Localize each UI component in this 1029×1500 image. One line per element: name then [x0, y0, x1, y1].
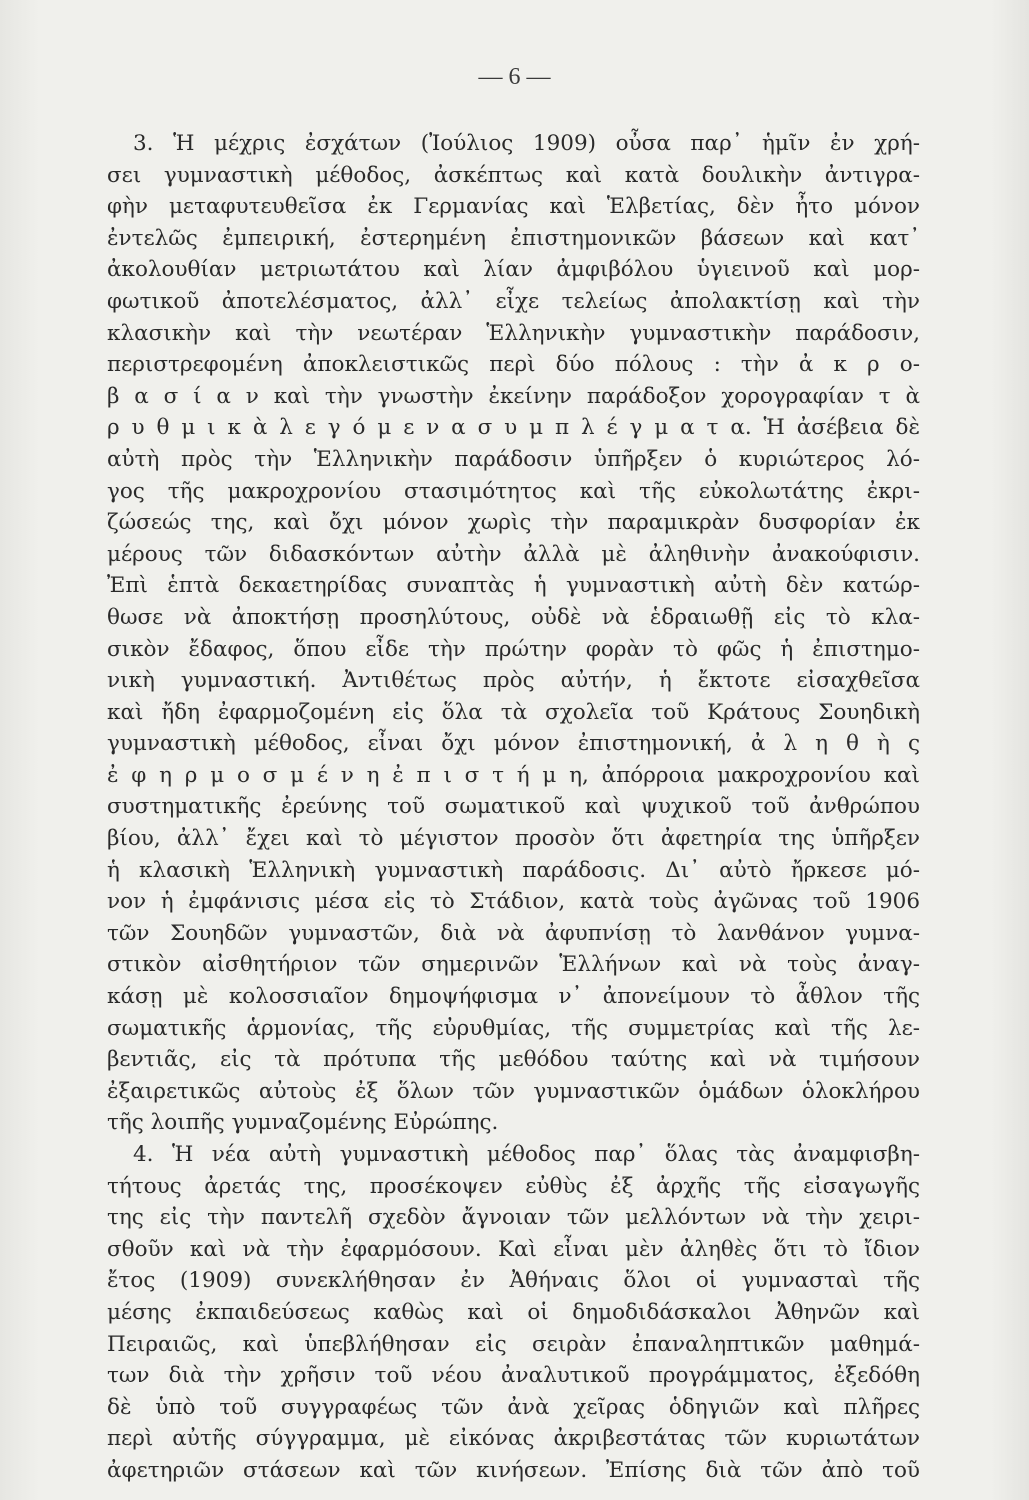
- text-line: στικὸν αἰσθητήριον τῶν σημερινῶν Ἑλλήνων καὶ νὰ τοὺς ἀναγ-: [107, 952, 920, 978]
- text-line: φὴν μεταφυτευθεῖσα ἐκ Γερμανίας καὶ Ἑλβετίας, δὲν ἦτο μόνον: [107, 194, 920, 220]
- text-line: σικὸν ἔδαφος, ὅπου εἶδε τὴν πρώτην φορὰν τὸ φῶς ἡ ἐπιστημο-: [107, 636, 920, 662]
- text-line: ἐντελῶς ἐμπειρική, ἐστερημένη ἐπιστημονικῶν βάσεων καὶ κατ᾽: [107, 225, 920, 251]
- text-line: ἔτος (1909) συνεκλήθησαν ἐν Ἀθήναις ὅλοι οἱ γυμνασταὶ τῆς: [107, 1268, 920, 1294]
- text-line: θωσε νὰ ἀποκτήσῃ προσηλύτους, οὐδὲ νὰ ἑδραιωθῇ εἰς τὸ κλα-: [107, 604, 920, 630]
- text-line: φωτικοῦ ἀποτελέσματος, ἀλλ᾽ εἶχε τελείως ἀπολακτίσῃ καὶ τὴν: [107, 288, 920, 314]
- text-line: νον ἡ ἐμφάνισις μέσα εἰς τὸ Στάδιον, κατὰ τοὺς ἀγῶνας τοῦ 1906: [107, 889, 920, 915]
- text-line: 3. Ἡ μέχρις ἐσχάτων (Ἰούλιος 1909) οὖσα παρ᾽ ἡμῖν ἐν χρή-: [133, 131, 920, 156]
- text-line: Ἐπὶ ἑπτὰ δεκαετηρίδας συναπτὰς ἡ γυμναστικὴ αὐτὴ δὲν κατώρ-: [107, 573, 920, 599]
- text-line: των διὰ τὴν χρῆσιν τοῦ νέου ἀναλυτικοῦ προγράμματος, ἐξεδόθη: [107, 1363, 920, 1389]
- text-line: κάσῃ μὲ κολοσσιαῖον δημοψήφισμα ν᾽ ἀπονείμουν τὸ ἆθλον τῆς: [107, 984, 920, 1010]
- text-line: τῶν Σουηδῶν γυμναστῶν, διὰ νὰ ἀφυπνίσῃ τὸ λανθάνον γυμνα-: [107, 920, 920, 946]
- text-line: σθοῦν καὶ νὰ τὴν ἐφαρμόσουν. Καὶ εἶναι μὲν ἀληθὲς ὅτι τὸ ἴδιον: [107, 1236, 920, 1262]
- text-line: κλασικὴν καὶ τὴν νεωτέραν Ἑλληνικὴν γυμναστικὴν παράδοσιν,: [107, 320, 920, 346]
- page-number: — 6 —: [478, 64, 551, 90]
- text-line: περὶ αὐτῆς σύγγραμμα, μὲ εἰκόνας ἀκριβεστάτας τῶν κυριωτάτων: [107, 1426, 920, 1452]
- text-line: 4. Ἡ νέα αὐτὴ γυμναστικὴ μέθοδος παρ᾽ ὅλας τὰς ἀναμφισβη-: [133, 1142, 920, 1167]
- text-line: σει γυμναστικὴ μέθοδος, ἀσκέπτως καὶ κατὰ δουλικὴν ἀντιγρα-: [107, 162, 920, 188]
- text-line: ἀφετηριῶν στάσεων καὶ τῶν κινήσεων. Ἐπίσης διὰ τῶν ἀπὸ τοῦ: [107, 1457, 920, 1483]
- text-line: της εἰς τὴν παντελῆ σχεδὸν ἄγνοιαν τῶν μελλόντων νὰ τὴν χειρι-: [107, 1205, 920, 1231]
- text-line: βίου, ἀλλ᾽ ἔχει καὶ τὸ μέγιστον προσὸν ὅτι ἀφετηρία της ὑπῆρξεν: [107, 826, 920, 852]
- text-line: αὐτὴ πρὸς τὴν Ἑλληνικὴν παράδοσιν ὑπῆρξεν ὁ κυριώτερος λό-: [107, 446, 920, 472]
- text-line: ἡ κλασικὴ Ἑλληνικὴ γυμναστικὴ παράδοσις. Δι᾽ αὐτὸ ἤρκεσε μό-: [107, 857, 920, 883]
- text-line: ζώσεώς της, καὶ ὄχι μόνον χωρὶς τὴν παραμικρὰν δυσφορίαν ἐκ: [107, 510, 920, 536]
- body-text: [107, 128, 920, 1487]
- text-line: βεντιᾶς, εἰς τὰ πρότυπα τῆς μεθόδου ταύτης καὶ νὰ τιμήσουν: [107, 1047, 920, 1073]
- text-line: Πειραιῶς, καὶ ὑπεβλήθησαν εἰς σειρὰν ἐπαναληπτικῶν μαθημά-: [107, 1331, 920, 1357]
- text-line: δὲ ὑπὸ τοῦ συγγραφέως τῶν ἀνὰ χεῖρας ὁδηγιῶν καὶ πλῆρες: [107, 1394, 920, 1420]
- text-line: ἀκολουθίαν μετριωτάτου καὶ λίαν ἀμφιβόλου ὑγιεινοῦ καὶ μορ-: [107, 257, 920, 283]
- text-line: περιστρεφομένη ἀποκλειστικῶς περὶ δύο πόλους : τὴν ἀ κ ρ ο-: [107, 352, 920, 378]
- text-line: ἐξαιρετικῶς αὐτοὺς ἐξ ὅλων τῶν γυμναστικῶν ὁμάδων ὁλοκλήρου: [107, 1078, 920, 1104]
- text-line: γυμναστικὴ μέθοδος, εἶναι ὄχι μόνον ἐπιστημονική, ἀ λ η θ ὴ ς: [107, 731, 920, 757]
- text-line: ἐ φ η ρ μ ο σ μ έ ν η ἐ π ι σ τ ή μ η, ἀπόρροια μακροχρονίου καὶ: [107, 762, 920, 788]
- text-line: γος τῆς μακροχρονίου στασιμότητος καὶ τῆς εὐκολωτάτης ἐκρι-: [107, 478, 920, 504]
- text-line: συστηματικῆς ἐρεύνης τοῦ σωματικοῦ καὶ ψυχικοῦ τοῦ ἀνθρώπου: [107, 794, 920, 820]
- text-line: καὶ ἤδη ἐφαρμοζομένη εἰς ὅλα τὰ σχολεῖα τοῦ Κράτους Σουηδικὴ: [107, 699, 920, 725]
- text-line: τῆς λοιπῆς γυμναζομένης Εὐρώπης.: [107, 1110, 499, 1136]
- text-line: μέσης ἐκπαιδεύσεως καθὼς καὶ οἱ δημοδιδάσκαλοι Ἀθηνῶν καὶ: [107, 1299, 920, 1325]
- text-line: τήτους ἀρετάς της, προσέκοψεν εὐθὺς ἐξ ἀρχῆς τῆς εἰσαγωγῆς: [107, 1173, 920, 1199]
- text-line: μέρους τῶν διδασκόντων αὐτὴν ἀλλὰ μὲ ἀληθινὴν ἀνακούφισιν.: [107, 541, 920, 567]
- text-line: νικὴ γυμναστική. Ἀντιθέτως πρὸς αὐτήν, ἡ ἔκτοτε εἰσαχθεῖσα: [107, 668, 920, 694]
- text-line: β α σ ί α ν καὶ τὴν γνωστὴν ἐκείνην παράδοξον χορογραφίαν τ ὰ: [107, 383, 920, 409]
- text-line: σωματικῆς ἁρμονίας, τῆς εὐρυθμίας, τῆς συμμετρίας καὶ τῆς λε-: [107, 1015, 920, 1041]
- text-line: ρ υ θ μ ι κ ὰ λ ε γ ό μ ε ν α σ υ μ π λ έ γ μ α τ α. Ἡ ἀσέβεια δὲ: [107, 415, 920, 441]
